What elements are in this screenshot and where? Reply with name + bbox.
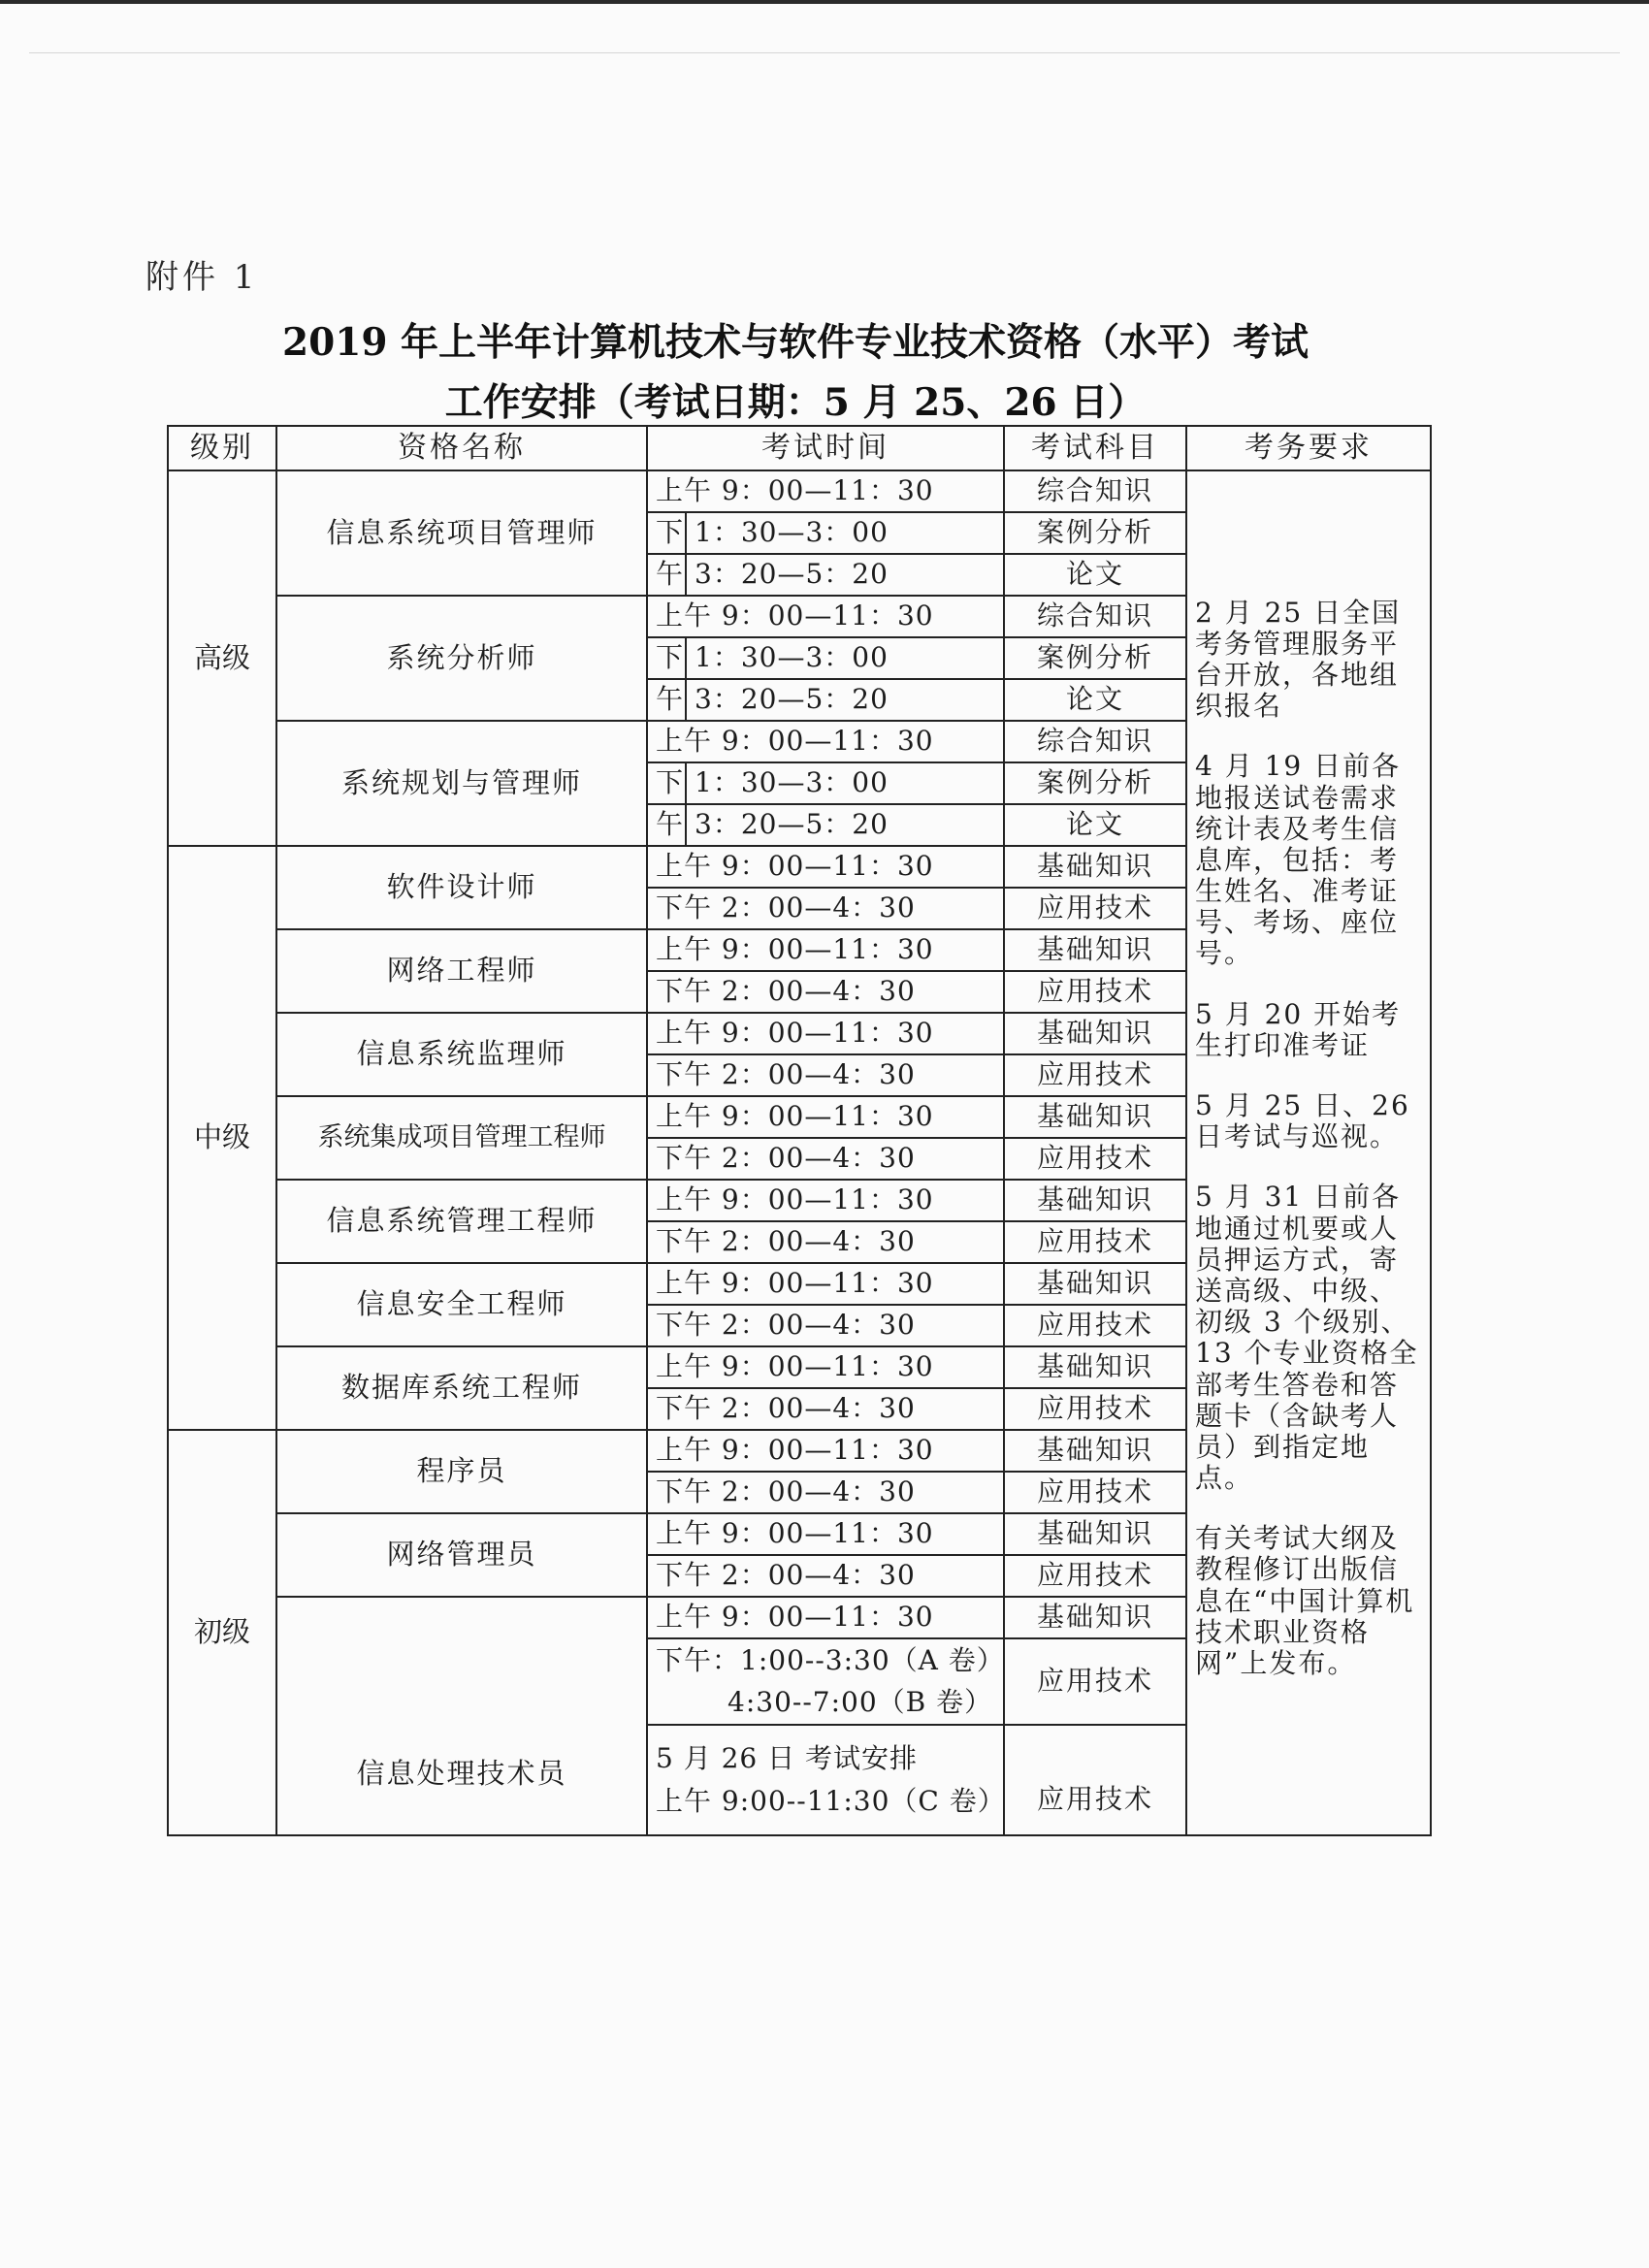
qualification-name: 系统分析师 [276, 596, 647, 721]
exam-subject: 基础知识 [1004, 1013, 1186, 1054]
day2-label: 5 月 26 日 考试安排 [656, 1742, 919, 1775]
header-qualification: 资格名称 [276, 426, 647, 470]
qualification-name: 信息系统项目管理师 [276, 470, 647, 596]
exam-subject: 应用技术 [1004, 1472, 1186, 1513]
exam-subject: 应用技术 [1004, 1725, 1186, 1835]
header-level: 级别 [168, 426, 276, 470]
afternoon-char-2: 午 [647, 804, 686, 846]
qualification-name: 网络工程师 [276, 929, 647, 1013]
exam-time: 上午 9：00—11：30 [647, 846, 1004, 888]
exam-time: 上午 9：00—11：30 [647, 1597, 1004, 1638]
exam-subject: 基础知识 [1004, 846, 1186, 888]
afternoon-paper-a: 下午：1:00--3:30（A 卷） [656, 1644, 1005, 1676]
exam-time: 下午 2：00—4：30 [647, 1305, 1004, 1346]
exam-subject: 综合知识 [1004, 721, 1186, 762]
exam-subject: 案例分析 [1004, 512, 1186, 554]
scan-guide-line [29, 52, 1620, 53]
qualification-name: 软件设计师 [276, 846, 647, 929]
qualification-name: 程序员 [276, 1430, 647, 1513]
exam-time: 下午 2：00—4：30 [647, 888, 1004, 929]
exam-time: 上午 9：00—11：30 [647, 1513, 1004, 1555]
exam-time: 上午 9：00—11：30 [647, 1430, 1004, 1472]
exam-time: 下午 2：00—4：30 [647, 1054, 1004, 1096]
exam-subject: 基础知识 [1004, 929, 1186, 971]
exam-subject: 基础知识 [1004, 1180, 1186, 1221]
exam-subject: 基础知识 [1004, 1096, 1186, 1138]
exam-time: 下午 2：00—4：30 [647, 1555, 1004, 1597]
qualification-name: 系统规划与管理师 [276, 721, 647, 846]
afternoon-char-1: 下 [647, 512, 686, 554]
level-intermediate: 中级 [168, 846, 276, 1430]
exam-subject: 应用技术 [1004, 1054, 1186, 1096]
exam-subject: 应用技术 [1004, 1221, 1186, 1263]
exam-time: 1：30—3：00 [686, 762, 1004, 804]
scan-top-edge [0, 0, 1649, 4]
exam-subject: 基础知识 [1004, 1263, 1186, 1305]
exam-time: 上午 9：00—11：30 [647, 1263, 1004, 1305]
qualification-name: 信息安全工程师 [276, 1263, 647, 1346]
exam-time: 3：20—5：20 [686, 679, 1004, 721]
header-time: 考试时间 [647, 426, 1004, 470]
exam-subject: 应用技术 [1004, 1305, 1186, 1346]
exam-time: 1：30—3：00 [686, 637, 1004, 679]
qualification-name: 信息处理技术员 [276, 1597, 647, 1835]
exam-time: 上午 9：00—11：30 [647, 1180, 1004, 1221]
requirement-item: 4 月 19 日前各地报送试卷需求统计表及考生信息库，包括：考生姓名、准考证号、考场、座位号。 [1195, 750, 1402, 970]
document-title-line-2: 工作安排（考试日期：5 月 25、26 日） [444, 380, 1147, 425]
exam-time: 下午 2：00—4：30 [647, 1388, 1004, 1430]
requirement-item: 有关考试大纲及教程修订出版信息在“中国计算机技术职业资格网”上发布。 [1195, 1522, 1415, 1680]
qualification-name: 网络管理员 [276, 1513, 647, 1597]
exam-subject: 基础知识 [1004, 1597, 1186, 1638]
exam-subject: 应用技术 [1004, 1138, 1186, 1180]
header-subject: 考试科目 [1004, 426, 1186, 470]
exam-subject: 应用技术 [1004, 971, 1186, 1013]
exam-time: 3：20—5：20 [686, 804, 1004, 846]
requirement-item: 5 月 25 日、26 日考试与巡视。 [1195, 1089, 1410, 1153]
exam-time: 上午 9：00—11：30 [647, 596, 1004, 637]
afternoon-char-2: 午 [647, 679, 686, 721]
exam-subject: 应用技术 [1004, 1638, 1186, 1725]
header-requirements: 考务要求 [1186, 426, 1431, 470]
exam-subject: 综合知识 [1004, 596, 1186, 637]
attachment-label: 附件 1 [146, 258, 259, 297]
exam-time: 1：30—3：00 [686, 512, 1004, 554]
exam-time: 上午 9：00—11：30 [647, 1013, 1004, 1054]
exam-time: 上午 9：00—11：30 [647, 929, 1004, 971]
exam-time: 上午 9：00—11：30 [647, 1346, 1004, 1388]
exam-subject: 论文 [1004, 554, 1186, 596]
exam-time: 上午 9：00—11：30 [647, 721, 1004, 762]
requirements-cell [1186, 470, 1431, 1835]
exam-time: 上午 9：00—11：30 [647, 1096, 1004, 1138]
qualification-name: 系统集成项目管理工程师 [276, 1096, 647, 1180]
table-header-row [168, 426, 1431, 470]
level-junior: 初级 [168, 1430, 276, 1835]
exam-subject: 论文 [1004, 804, 1186, 846]
qualification-name: 信息系统监理师 [276, 1013, 647, 1096]
document-title-line-1: 2019 年上半年计算机技术与软件专业技术资格（水平）考试 [281, 320, 1310, 365]
requirement-item: 5 月 20 开始考生打印准考证 [1195, 997, 1402, 1061]
exam-time: 下午 2：00—4：30 [647, 971, 1004, 1013]
exam-subject: 应用技术 [1004, 1555, 1186, 1597]
level-senior: 高级 [168, 470, 276, 846]
day2-time: 上午 9:00--11:30（C 卷） [656, 1784, 1006, 1817]
requirement-item: 5 月 31 日前各地通过机要或人员押运方式，寄送高级、中级、初级 3 个级别、13 个专业资格全部考生答卷和答题卡（含缺考人员）到指定地点。 [1195, 1181, 1419, 1495]
afternoon-char-1: 下 [647, 762, 686, 804]
table-row [168, 470, 1431, 512]
exam-schedule-table [167, 425, 1432, 1836]
exam-subject: 综合知识 [1004, 470, 1186, 512]
exam-subject: 应用技术 [1004, 1388, 1186, 1430]
qualification-name: 信息系统管理工程师 [276, 1180, 647, 1263]
afternoon-paper-b: 4:30--7:00（B 卷） [728, 1686, 993, 1719]
afternoon-char-1: 下 [647, 637, 686, 679]
requirement-item: 2 月 25 日全国考务管理服务平台开放，各地组织报名 [1195, 596, 1402, 723]
exam-subject: 基础知识 [1004, 1430, 1186, 1472]
exam-time: 下午 2：00—4：30 [647, 1138, 1004, 1180]
exam-time-afternoon-ab [647, 1638, 1004, 1725]
exam-time: 下午 2：00—4：30 [647, 1221, 1004, 1263]
exam-subject: 应用技术 [1004, 888, 1186, 929]
exam-time: 3：20—5：20 [686, 554, 1004, 596]
exam-subject: 案例分析 [1004, 637, 1186, 679]
day2-schedule [647, 1725, 1004, 1835]
exam-subject: 论文 [1004, 679, 1186, 721]
exam-subject: 基础知识 [1004, 1346, 1186, 1388]
exam-subject: 案例分析 [1004, 762, 1186, 804]
afternoon-char-2: 午 [647, 554, 686, 596]
qualification-name: 数据库系统工程师 [276, 1346, 647, 1430]
exam-time: 下午 2：00—4：30 [647, 1472, 1004, 1513]
exam-time: 上午 9：00—11：30 [647, 470, 1004, 512]
exam-subject: 基础知识 [1004, 1513, 1186, 1555]
